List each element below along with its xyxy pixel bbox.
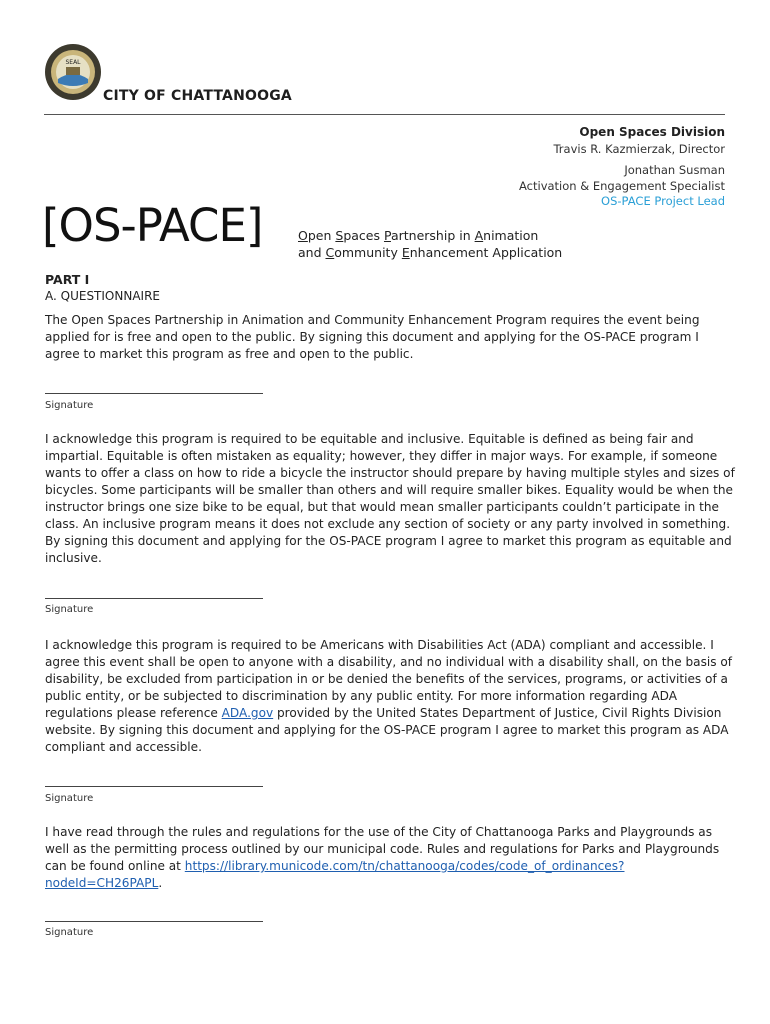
signature-line-2[interactable] bbox=[45, 598, 263, 599]
signature-line-1[interactable] bbox=[45, 393, 263, 394]
section-heading: A. QUESTIONNAIRE bbox=[45, 289, 160, 303]
signature-label-4: Signature bbox=[45, 927, 94, 938]
signature-line-3[interactable] bbox=[45, 786, 263, 787]
free-open-statement: The Open Spaces Partnership in Animation and Community Enhancement Program requires the event being applied for is free and open to the public. By signing this document and applying for the OS-PACE program I agree to market this program as free and open to the public. bbox=[45, 313, 700, 361]
ada-statement: I acknowledge this program is required to be Americans with Disabilities Act (ADA) compliant and accessible. I agree this event shall be open to anyone with a disability, and no individual with a disability shall, on the basis of disability, be excluded from participation in or be denied the benefits of the services, programs, or activities of a public entity, or be subjected to discrimination by any public entity. For more information regarding ADA regulations please reference ADA.gov provided by the United States Department of Justice, Civil Rights Division website. By signing this document and applying for the OS-PACE program I agree to market this program as ADA compliant and accessible. bbox=[45, 638, 733, 754]
signature-label-2: Signature bbox=[45, 604, 94, 615]
division-name: Open Spaces Division bbox=[579, 125, 725, 139]
ada-gov-link[interactable]: ADA.gov bbox=[221, 706, 274, 720]
program-acronym: [OS-PACE] bbox=[42, 199, 263, 252]
equitable-statement: I acknowledge this program is required to be equitable and inclusive. Equitable is defined as being fair and impartial. Equitable is often mistaken as equality; however, they differ in major ways. For example, if someone wants to offer a class on how to ride a bicycle the instructor should prepare by having multiple styles and sizes of bicycles. Some participants will be smaller than others and will require smaller bikes. Equality would be when the instructor brings one size bike to be equal, but that would mean smaller participants couldn’t participate in the class. An inclusive program means it does not exclude any section of society or any party involved in something. By signing this document and applying for the OS-PACE program I agree to market this program as equitable and inclusive. bbox=[45, 432, 735, 565]
program-full-name bbox=[298, 227, 562, 261]
contact-name: Jonathan Susman bbox=[624, 163, 725, 177]
svg-text:SEAL: SEAL bbox=[65, 59, 81, 66]
program-name-line1: Open Spaces Partnership in Animation bbox=[298, 228, 539, 243]
part-heading: PART I bbox=[45, 272, 90, 287]
municode-link[interactable]: https://library.municode.com/tn/chattanooga/codes/code_of_ordinances?nodeId=CH26PAPL bbox=[45, 859, 625, 890]
city-name: CITY OF CHATTANOOGA bbox=[103, 88, 292, 104]
director-line: Travis R. Kazmierzak, Director bbox=[553, 142, 725, 156]
signature-label-1: Signature bbox=[45, 400, 94, 411]
contact-title: Activation & Engagement Specialist bbox=[519, 179, 725, 193]
rules-statement: I have read through the rules and regulations for the use of the City of Chattanooga Parks and Playgrounds as well as the permitting process outlined by our municipal code. Rules and regulations for Parks and Playgrounds can be found online at https://library.municode.com/tn/chattanooga/codes/code_of_ordinances?nodeId=CH26PAPL. bbox=[45, 825, 720, 890]
signature-label-3: Signature bbox=[45, 793, 94, 804]
program-name-line2: and Community Enhancement Application bbox=[298, 245, 563, 260]
city-seal-logo bbox=[44, 43, 102, 101]
contact-role: OS-PACE Project Lead bbox=[601, 194, 725, 208]
header-divider bbox=[44, 114, 725, 115]
signature-line-4[interactable] bbox=[45, 921, 263, 922]
